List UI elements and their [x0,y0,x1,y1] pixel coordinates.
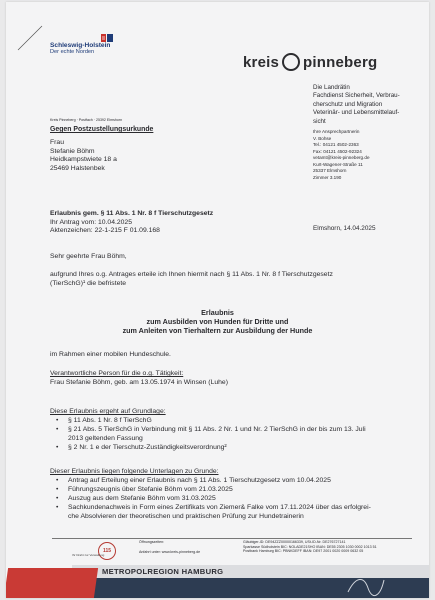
metro-label: METROPOLREGION HAMBURG [102,567,224,576]
letter-page [6,2,429,598]
bank-details: Gläubiger-ID: DE94ZZZ00000166339, USt-ID-Nr. DE276727141 Sparkasse Südholstein BIC: NOLADE21SHO IBAN: DE55 2305 1030 0002 1013 51 Postbank Hamburg BIC: PBNKDEFF IBAN: DE97 2001 0020 0009 0632 05 [243,540,377,554]
address-line: Heidkampstwiete 18 a [50,156,117,164]
permit-title: Erlaubnis [201,308,234,317]
badge-number: 115 [102,548,112,554]
list-item: • § 2 Nr. 1 e der Tierschutz-Zuständigkeitsverordnung² [68,444,429,453]
address-line: 25469 Halstenbek [50,164,105,172]
contact-line: Tel.: 04121 4502-2363 [313,142,359,148]
footer-divider [52,538,412,539]
list-item: • Sachkundenachweis in Form eines Zertifikats von Ziemer& Falke vom 17.11.2024 über das erfolgrei- che Absolvieren der theoretischen und praktischen Prüfung zur Hundetrainerin [68,504,429,522]
directions-link[interactable]: Anfahrt unter: www.kreis-pinneberg.de [139,550,201,554]
authority-line: cherschutz und Migration [313,100,383,108]
authority-column [313,84,423,181]
authority-line: Fachdienst Sicherheit, Verbrau- [313,92,400,100]
contact-line: V. Bohse [313,135,332,141]
list-item: • § 11 Abs. 1 Nr. 8 f TierSchG [68,417,429,426]
subject-line: Ihr Antrag vom: 10.04.2025 [50,218,132,226]
contact-line: Fax: 04121 4502-92324 [313,148,362,154]
address-line: Frau [50,139,64,146]
permit-subtitle: zum Ausbilden von Hunden für Dritte und [146,317,289,326]
responsible-value: Frau Stefanie Böhm, geb. am 13.05.1974 in Winsen (Luhe) [50,379,228,386]
badge-caption: Ihr Draht zur Verwaltung [72,553,105,557]
address-line: Stefanie Böhm [50,147,95,155]
responsible-heading: Verantwortliche Person für die o.g. Tätigkeit: [50,370,184,377]
recipient-address [50,139,117,173]
contact-line: Zimmer 3.190 [313,174,342,180]
contact-line: Ihre Ansprechpartnerin [313,129,360,135]
documents-heading: Dieser Erlaubnis liegen folgende Unterlagen zu Grunde: [50,468,219,475]
badge-115-icon [98,542,116,560]
sh-slogan: Der echte Norden [50,49,95,55]
documents-list [50,477,429,522]
schleswig-holstein-logo [50,42,120,56]
place-date: Elmshorn, 14.04.2025 [313,225,376,232]
intro-line: aufgrund Ihres o.g. Antrages erteile ich Ihnen hiermit nach § 11 Abs. 1 Nr. 8 f Tierschutzgesetz [50,271,333,278]
kreis-pinneberg-logo [243,54,377,72]
scribble-decoration [346,572,386,598]
list-item: • § 21 Abs. 5 TierSchG in Verbindung mit § 11 Abs. 2 Nr. 1 und Nr. 2 TierSchG in der bis zum 13. Juli 2013 geltenden Fassung [68,426,429,444]
coat-of-arms-icon [100,33,114,43]
contact-line: 25337 Elmshorn [313,168,347,174]
sender-line: Kreis Pinneberg · Postfach · 25392 Elmshorn [50,118,123,122]
intro-paragraph [50,271,333,288]
permit-subtitle: zum Anleiten von Tierhaltern zur Ausbildung der Hunde [122,326,313,335]
intro-line: (TierSchG)¹ die befristete [50,279,127,287]
salutation: Sehr geehrte Frau Böhm, [50,253,127,260]
list-item: • Führungszeugnis über Stefanie Böhm vom 21.03.2025 [68,486,429,495]
subject-line: Aktenzeichen: 22-1-215 F 01.09.168 [50,227,160,235]
authority-line: Veterinär- und Lebensmittelauf- [313,109,400,117]
list-item: • Auszug aus dem Stefanie Böhm vom 31.03.2025 [68,495,429,504]
authority-line: sicht [313,117,326,125]
authority-line: Die Landrätin [313,84,350,91]
delivery-note: Gegen Postzustellungsurkunde [50,126,154,133]
metro-red-stripe [6,568,98,598]
list-item: • Antrag auf Erteilung einer Erlaubnis nach § 11 Abs. 1 Tierschutzgesetz vom 10.04.2025 [68,477,429,486]
sh-name: Schleswig-Holstein [50,42,111,49]
pinneberg-word: pinneberg [303,54,378,71]
subject-block [50,210,213,236]
subject-title: Erlaubnis gem. § 11 Abs. 1 Nr. 8 f Tierschutzgesetz [50,210,214,217]
context-line: im Rahmen einer mobilen Hundeschule. [50,351,171,358]
contact-email: vetamt@kreis-pinneberg.de [313,155,370,161]
hours-label: Öffnungszeiten: [139,540,165,544]
contact-line: Kurt-Wagener-Straße 11 [313,161,363,167]
basis-heading: Diese Erlaubnis ergeht auf Grundlage: [50,408,166,415]
basis-list [50,417,429,453]
pinneberg-circle-icon [282,53,300,71]
kreis-word: kreis [243,54,280,71]
